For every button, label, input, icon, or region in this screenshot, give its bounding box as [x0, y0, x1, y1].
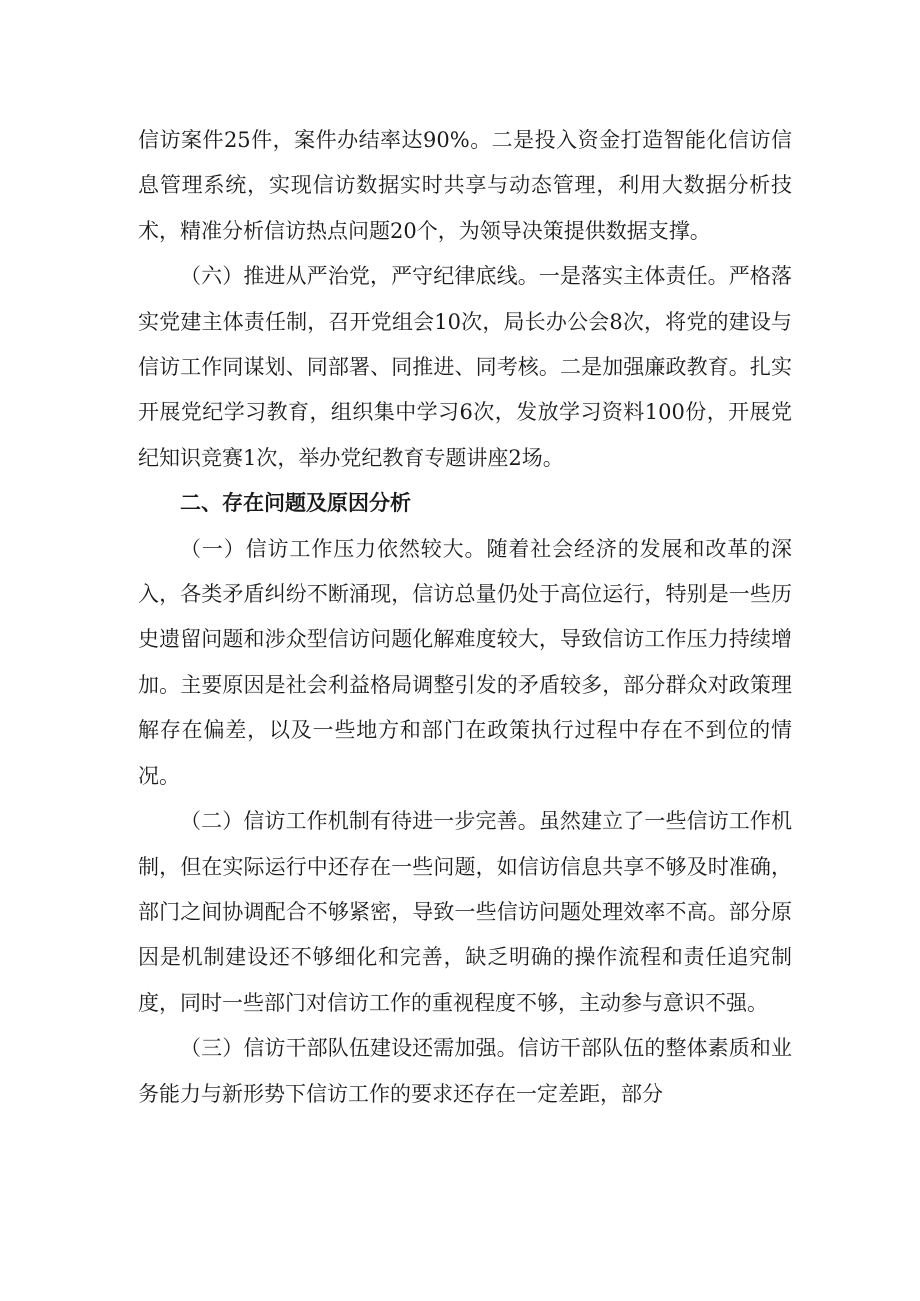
- document-page: [138, 118, 792, 1117]
- paragraph-petition-cases: 信访案件25件，案件办结率达90%。二是投入资金打造智能化信访信息管理系统，实现信访数据实时共享与动态管理，利用大数据分析技术，精准分析信访热点问题20个，为领导决策提供数据支撑。: [138, 128, 792, 243]
- paragraph-problem-3: （三）信访干部队伍建设还需加强。信访干部队伍的整体素质和业务能力与新形势下信访工作的要求还存在一定差距，部分: [138, 1036, 792, 1106]
- paragraph-problem-1: （一）信访工作压力依然较大。随着社会经济的发展和改革的深入，各类矛盾纠纷不断涌现，信访总量仍处于高位运行，特别是一些历史遗留问题和涉众型信访问题化解难度较大，导致信访工作压力持续增加。主要原因是社会利益格局调整引发的矛盾较多，部分群众对政策理解存在偏差，以及一些地方和部门在政策执行过程中存在不到位的情况。: [138, 536, 792, 788]
- paragraph-party-discipline: （六）推进从严治党，严守纪律底线。一是落实主体责任。严格落实党建主体责任制，召开党组会10次，局长办公会8次，将党的建设与信访工作同谋划、同部署、同推进、同考核。二是加强廉政教育。扎实开展党纪学习教育，组织集中学习6次，发放学习资料100份，开展党纪知识竞赛1次，举办党纪教育专题讲座2场。: [138, 264, 792, 470]
- paragraph-problem-2: （二）信访工作机制有待进一步完善。虽然建立了一些信访工作机制，但在实际运行中还存在一些问题，如信访信息共享不够及时准确，部门之间协调配合不够紧密，导致一些信访问题处理效率不高。部分原因是机制建设还不够细化和完善，缺乏明确的操作流程和责任追究制度，同时一些部门对信访工作的重视程度不够，主动参与意识不强。: [138, 809, 792, 1015]
- section-heading-problems: 二、存在问题及原因分析: [180, 491, 411, 516]
